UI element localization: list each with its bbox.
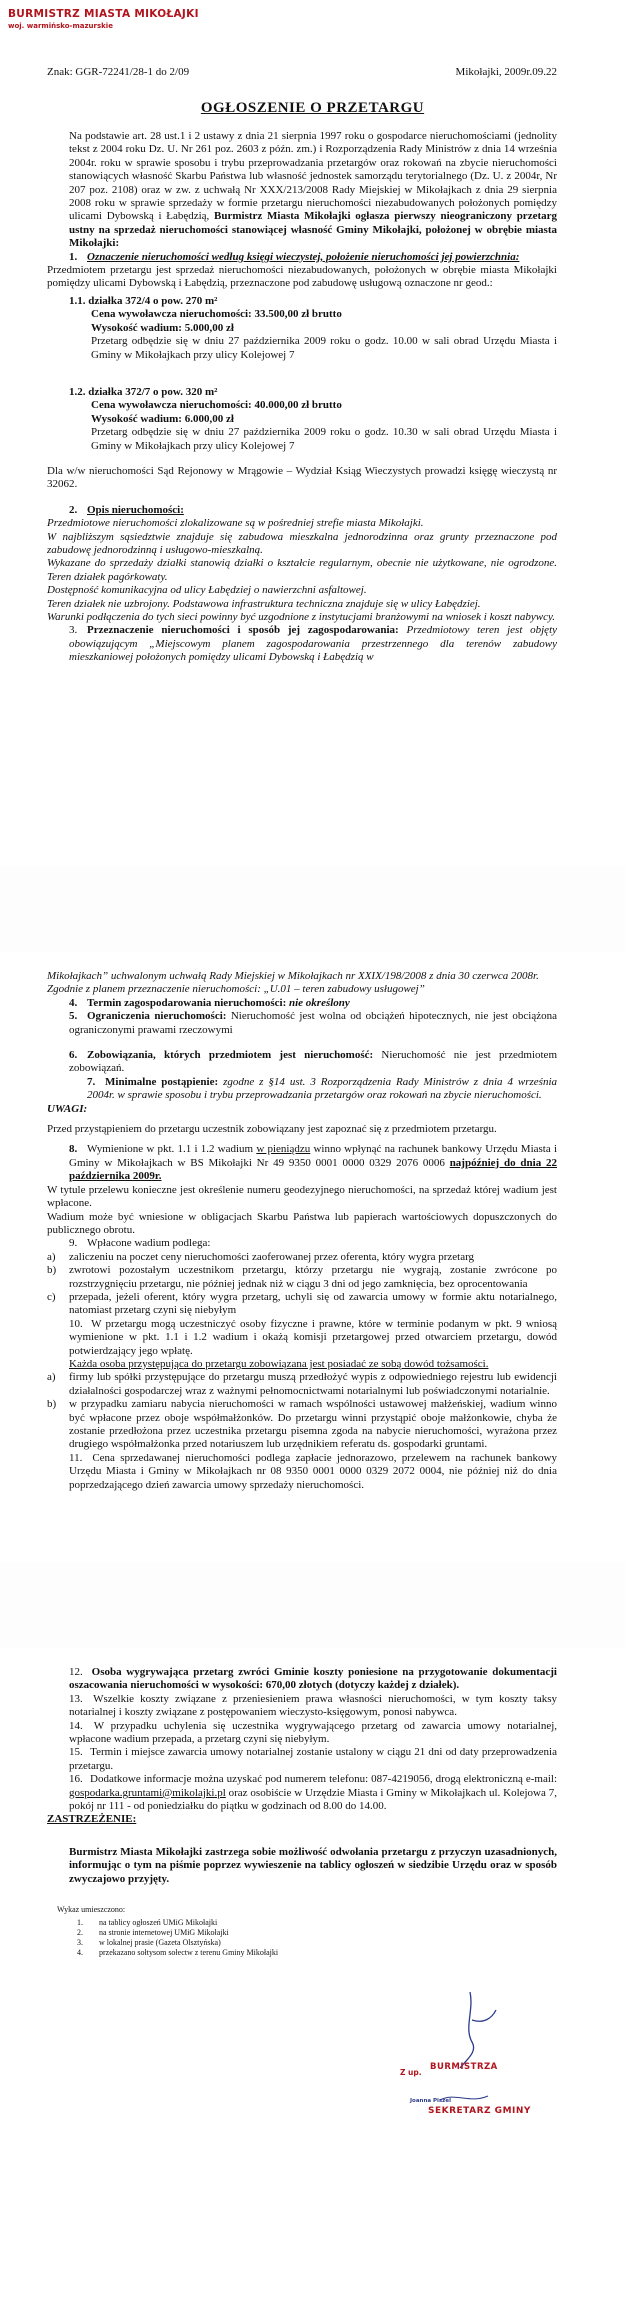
list-item <box>47 1264 557 1291</box>
list-item <box>77 1948 557 1958</box>
document-page-3 <box>0 1648 625 2304</box>
section-3-continued: Mikołajkach” uchwalonym uchwałą Rady Miejskiej w Mikołajkach nr XXIX/198/2008 z dnia 30 czerwca 2008r. <box>47 970 539 982</box>
page-gap-1 <box>0 866 625 952</box>
page-gap-2 <box>0 1562 625 1648</box>
meta-row <box>47 66 557 78</box>
section-8-text-a: Wymienione w pkt. 1.1 i 1.2 wadium <box>87 1143 254 1156</box>
lot-2-price: Cena wywoławcza nieruchomości: 40.000,00 zł brutto <box>91 399 342 412</box>
list-value: na tablicy ogłoszeń UMiG Mikołajki <box>99 1918 218 1928</box>
list-key: a) <box>47 1250 56 1263</box>
section-8-number: 8. <box>69 1143 78 1156</box>
section-3 <box>47 624 557 664</box>
section-11 <box>47 1452 557 1492</box>
intro-paragraph <box>47 130 557 251</box>
s2-line-1: Przedmiotowe nieruchomości zlokalizowane są w pośredniej strefie miasta Mikołajki. <box>47 517 424 530</box>
lot-1-price: Cena wywoławcza nieruchomości: 33.500,00 zł brutto <box>91 308 342 321</box>
list-value: przekazano sołtysom sołectw z terenu Gminy Mikołajki <box>99 1948 279 1958</box>
section-3-number: 3. <box>69 624 78 637</box>
lot-2-label: 1.2. działka 372/7 o pow. 320 m² <box>69 385 218 398</box>
section-8-transfer-title: W tytule przelewu konieczne jest określenie numeru geodezyjnego nieruchomości, na sprzedaż której wadium jest wpłacone. <box>47 1183 557 1210</box>
zastrzezenie-label: ZASTRZEŻENIE: <box>47 1813 137 1826</box>
s2-line-6: Warunki podłączenia do tych sieci powinny być uzgodnione z instytucjami branżowymi na wniosek i koszt nabywcy. <box>47 611 555 623</box>
section-12-body: Osoba wygrywająca przetarg zwróci Gminie koszty poniesione na przygotowanie dokumentacji oszacowania nieruchomości w wysokości: 670,00 złotych (dotyczy każdej z działek). <box>69 1666 557 1692</box>
section-1-number: 1. <box>69 250 78 263</box>
section-13-number: 13. <box>69 1692 83 1705</box>
section-16-text-a: Dodatkowe informacje można uzyskać pod numerem telefonu: 087-4219056, drogą elektroniczną e-mail: <box>90 1773 558 1786</box>
official-stamp <box>400 1980 560 2130</box>
list-key: 2. <box>77 1928 83 1938</box>
list-value: przepada, jeżeli oferent, który wygra przetarg, uchyli się od zawarcia umowy w formie aktu notarialnego, natomiast przetarg czyni się niebyłym <box>69 1290 557 1317</box>
section-8-deadline: najpóźniej do dnia 22 października 2009r. <box>69 1156 557 1183</box>
uwagi-body: Przed przystąpieniem do przetargu uczestnik zobowiązany jest zapoznać się z przedmiotem przetargu. <box>47 1123 497 1136</box>
section-5 <box>47 1010 557 1037</box>
lot-1 <box>47 295 557 362</box>
section-8-text-b: winno wpłynąć na rachunek bankowy Urzędu Miasta i Gminy w Mikołajkach w BS Mikołajki Nr 49 9350 0001 0000 0329 2076 0006 <box>69 1143 558 1169</box>
land-register-note: Dla w/w nieruchomości Sąd Rejonowy w Mrągowie – Wydział Ksiąg Wieczystych prowadzi księgę wieczystą nr 32062. <box>47 464 557 491</box>
lot-1-when: Przetarg odbędzie się w dniu 27 października 2009 roku o godz. 10.00 w sali obrad Urzędu Miasta i Gminy w Mikołajkach przy ulicy Kolejowej 7 <box>91 335 557 361</box>
s2-line-4: Dostępność komunikacyjna od ulicy Łabędziej o nawierzchni asfaltowej. <box>47 584 367 597</box>
section-16 <box>47 1773 557 1813</box>
section-9-number: 9. <box>69 1237 78 1250</box>
list-key: 4. <box>77 1948 83 1958</box>
s2-line-3: Wykazane do sprzedaży działki stanowią działki o kształcie regularnym, obecnie nie użytkowane, nie ogrodzone. Teren działek pagórkowaty. <box>47 557 557 583</box>
wykaz-label: Wykaz umieszczono: <box>57 1905 126 1915</box>
list-item <box>77 1918 557 1928</box>
section-5-title: Ograniczenia nieruchomości: <box>87 1010 227 1023</box>
section-14-number: 14. <box>69 1719 83 1732</box>
section-2-title: Opis nieruchomości: <box>87 503 184 516</box>
section-10-number: 10. <box>69 1317 83 1330</box>
stamp-line-3: Joanna Piszel <box>410 2098 452 2104</box>
s2-line-5: Teren działek nie uzbrojony. Podstawowa infrastruktura techniczna znajduje się w ulicy Łabędziej. <box>47 597 481 610</box>
page-3-body <box>47 1666 557 1958</box>
list-value: zwrotowi pozostałym uczestnikom przetargu, którzy przetargu nie wygrają, zostanie zwrócone po rozstrzygnięciu przetargu, nie później jednak niż w ciągu 3 dni od jego zamknięcia, bez oprocentowania <box>69 1264 557 1290</box>
intro-text: Na podstawie art. 28 ust.1 i 2 ustawy z dnia 21 sierpnia 1997 roku o gospodarce nieruchomościami (jednolity tekst z 2004 roku Dz. U. Nr 261 poz. 2603 z późn. zm.) i Rozporządzenia Rady Ministrów z dnia 14 września 2004r. roku w sprawie sposobu i trybu przeprowadzania przetargów oraz rokowań na zbycie nieruchomości stanowiących własność Skarbu Państwa lub własność jednostek samorządu terytorialnego (Dz. U. z 2004r, Nr 207 poz. 2108) oraz w zw. z uchwałą Nr XXX/213/2008 Rady Miejskiej w Mikołajkach z dnia 29 sierpnia 2008 roku w sprawie sprzedaży w formie przetargu nieruchomości niezabudowanych położonych pomiędzy ulicami Dybowską i Łabędzią, <box>69 130 557 223</box>
section-4-title: Termin zagospodarowania nieruchomości: <box>87 996 287 1009</box>
section-6-title: Zobowiązania, których przedmiotem jest nieruchomość: <box>87 1049 374 1062</box>
section-9-title: Wpłacone wadium podlega: <box>87 1237 211 1250</box>
wykaz-list <box>57 1918 557 1958</box>
section-12-number: 12. <box>69 1666 83 1678</box>
section-15 <box>47 1746 557 1773</box>
section-11-number: 11. <box>69 1451 83 1464</box>
reference-number: Znak: GGR-72241/28-1 do 2/09 <box>47 66 190 78</box>
logo-line-2: woj. warmińsko-mazurskie <box>8 22 113 30</box>
list-value: w przypadku zamiaru nabycia nieruchomości w ramach wspólności ustawowej małżeńskiej, wadium winno być wpłacone przez oboje współmałżonków. Do przetargu winni przystąpić oboje małżonkowie, chyba że zostanie przedłożona przez uczestnika przetargu pisemna zgoda na nabycie nieruchomości, wyrażona przez drugiego współmałżonka przed notariuszem lub urzędnikiem referatu ds. gospodarki gruntami. <box>69 1398 557 1451</box>
list-item <box>77 1938 557 1948</box>
list-item <box>47 1371 557 1398</box>
list-item <box>77 1928 557 1938</box>
section-1-heading <box>47 251 557 264</box>
list-value: na stronie internetowej UMiG Mikołajki <box>99 1928 229 1938</box>
section-8-bonds: Wadium może być wniesione w obligacjach Skarbu Państwa lub papierach wartościowych dopuszczonych do publicznego obrotu. <box>47 1210 557 1236</box>
stamp-line-1: Z up. <box>400 2068 422 2077</box>
zastrzezenie-body: Burmistrz Miasta Mikołajki zastrzega sobie możliwość odwołania przetargu z przyczyn uzasadnionych, informując o tym na piśmie poprzez wywieszenie na tablicy ogłoszeń w siedzibie Urzędu oraz w sposób zwyczajowo przyjęty. <box>69 1845 557 1885</box>
lot-2-when: Przetarg odbędzie się w dniu 27 października 2009 roku o godz. 10.30 w sali obrad Urzędu Miasta i Gminy w Mikołajkach przy ulicy Kolejowej 7 <box>91 426 557 452</box>
uwagi-label: UWAGI: <box>47 1102 88 1115</box>
list-item <box>47 1291 557 1318</box>
stamp-line-4: SEKRETARZ GMINY <box>428 2106 531 2116</box>
list-item <box>47 1251 557 1264</box>
lot-2-deposit: Wysokość wadium: 6.000,00 zł <box>91 412 234 425</box>
section-7-body: zgodne z §14 ust. 3 Rozporządzenia Rady Ministrów z dnia 4 września 2004r. w sprawie sposobu i trybu przeprowadzania przetargów oraz rokowań na zbycie nieruchomości. <box>87 1075 557 1102</box>
list-value: zaliczeniu na poczet ceny nieruchomości zaoferowanej przez oferenta, który wygra przetarg <box>69 1250 475 1263</box>
section-1-title: Oznaczenie nieruchomości według księgi wieczystej, położenie nieruchomości jej powierzchnia: <box>87 250 520 263</box>
section-14-body: W przypadku uchylenia się uczestnika wygrywającego przetarg od zawarcia umowy notarialnej, wpłacone wadium przepada, a przetarg czyni się niebyłym. <box>69 1719 558 1746</box>
section-13 <box>47 1693 557 1720</box>
section-16-text-b: oraz osobiście w Urzędzie Miasta i Gminy w Mikołajkach ul. Kolejowa 7, pokój nr 111 - od poniedziałku do piątku w godzinach od 8.00 do 14.00. <box>69 1786 557 1813</box>
section-1-body: Przedmiotem przetargu jest sprzedaż nieruchomości niezabudowanych, położonych w obrębie miasta Mikołajki pomiędzy ulicami Dybowską i Łabędzią, przeznaczone pod zabudowę usługową oznaczone nr geod.: <box>47 264 557 290</box>
document-page-2 <box>0 952 625 1562</box>
list-value: firmy lub spółki przystępujące do przetargu muszą przedłożyć wypis z odpowiedniego rejestru lub ewidencji działalności gospodarczej wraz z ważnymi pełnomocnictwami notarialnymi lub poświadczonymi notarialnie. <box>69 1371 557 1397</box>
section-7-title: Minimalne postąpienie: <box>105 1075 219 1088</box>
list-value: w lokalnej prasie (Gazeta Olsztyńska) <box>99 1938 221 1948</box>
section-14 <box>47 1720 557 1747</box>
section-2-heading <box>47 504 557 517</box>
section-16-number: 16. <box>69 1773 83 1786</box>
section-15-number: 15. <box>69 1746 83 1759</box>
section-5-body: Nieruchomość jest wolna od obciążeń hipotecznych, nie jest obciążona ograniczonymi prawami rzeczowymi <box>69 1010 557 1036</box>
section-4-value: nie określony <box>288 996 350 1009</box>
list-key: b) <box>47 1264 57 1277</box>
page-1-body <box>47 130 557 665</box>
section-8-underlined: w pieniądzu <box>256 1143 311 1156</box>
section-10-id-note: Każda osoba przystępująca do przetargu zobowiązana jest posiadać ze sobą dowód tożsamości. <box>69 1357 489 1370</box>
section-9-list <box>47 1251 557 1318</box>
plan-designation: Zgodnie z planem przeznaczenie nieruchomości: „U.01 – teren zabudowy usługowej” <box>47 983 425 996</box>
section-6-body: Nieruchomość nie jest przedmiotem zobowiązań. <box>69 1049 557 1075</box>
list-key: a) <box>47 1371 56 1384</box>
lot-2 <box>47 386 557 453</box>
section-7-number: 7. <box>87 1075 96 1088</box>
contact-email-link[interactable]: gospodarka.gruntami@mikolajki.pl <box>69 1786 226 1799</box>
stamp-line-2: BURMISTRZA <box>430 2062 498 2072</box>
municipal-logo <box>8 8 199 30</box>
list-key: b) <box>47 1398 57 1411</box>
s2-line-2: W najbliższym sąsiedztwie znajduje się zabudowa mieszkalna jednorodzinna oraz grunty przeznaczone pod zabudowę jednorodzinną i usługowo-mieszkalną. <box>47 530 557 556</box>
section-4 <box>47 997 557 1010</box>
document-page-1 <box>0 0 625 866</box>
section-9 <box>47 1237 557 1250</box>
section-7 <box>47 1076 557 1103</box>
section-2-number: 2. <box>69 503 78 516</box>
list-item <box>47 1398 557 1452</box>
lot-1-label: 1.1. działka 372/4 o pow. 270 m² <box>69 294 218 307</box>
section-8 <box>47 1143 557 1183</box>
wykaz <box>47 1905 557 1958</box>
section-10-body: W przetargu mogą uczestniczyć osoby fizyczne i prawne, które w terminie podanym w pkt. 9 wniosą wymienione w pkt. 1.1 i 1.2 wadium i okażą komisji przetargowej przed otwarciem przetargu, dowód potwierdzający jego wpłatę. <box>69 1317 557 1357</box>
section-3-body: Przedmiotowy teren jest objęty obowiązującym „Miejscowym planem zagospodarowania przestrzennego dla terenów zabudowy mieszkaniowej położonych pomiędzy ulicami Dybowską i Łabędzią w <box>69 624 558 664</box>
section-10 <box>47 1318 557 1358</box>
page-2-body <box>47 970 557 1492</box>
lot-1-deposit: Wysokość wadium: 5.000,00 zł <box>91 321 234 334</box>
list-key: 3. <box>77 1938 83 1948</box>
section-6 <box>47 1049 557 1076</box>
intro-announcement: Burmistrz Miasta Mikołajki ogłasza pierwszy nieograniczony przetarg ustny na sprzedaż nieruchomości stanowiącej własność Gminy Mikołajki, położonej w obrębie miasta Mikołajki: <box>69 210 557 250</box>
section-13-body: Wszelkie koszty związane z przeniesieniem prawa własności nieruchomości, w tym koszty taksy notarialnej i koszty związane z postępowaniem wieczysto-księgowym, ponosi nabywca. <box>69 1692 557 1719</box>
section-12 <box>47 1666 557 1693</box>
section-10-list <box>47 1371 557 1451</box>
list-key: c) <box>47 1290 56 1303</box>
section-6-number: 6. <box>69 1049 78 1062</box>
section-4-number: 4. <box>69 996 78 1009</box>
section-15-body: Termin i miejsce zawarcia umowy notarialnej zostanie ustalony w ciągu 21 dni od daty przeprowadzenia przetargu. <box>69 1746 557 1772</box>
section-11-body: Cena sprzedawanej nieruchomości podlega zapłacie jednorazowo, przelewem na rachunek bankowy Urzędu Miasta i Gminy w Mikołajkach nr 08 9350 0001 0000 0329 2072 0004, nie później niż do dnia poprzedzającego dzień zawarcia umowy sprzedaży nieruchomości. <box>69 1451 557 1491</box>
logo-line-1: BURMISTRZ MIASTA MIKOŁAJKI <box>8 8 199 20</box>
list-key: 1. <box>77 1918 83 1928</box>
place-date: Mikołajki, 2009r.09.22 <box>455 66 557 78</box>
section-5-number: 5. <box>69 1010 78 1023</box>
section-3-title: Przeznaczenie nieruchomości i sposób jej zagospodarowania: <box>87 624 399 637</box>
document-title: OGŁOSZENIE O PRZETARGU <box>200 100 425 116</box>
